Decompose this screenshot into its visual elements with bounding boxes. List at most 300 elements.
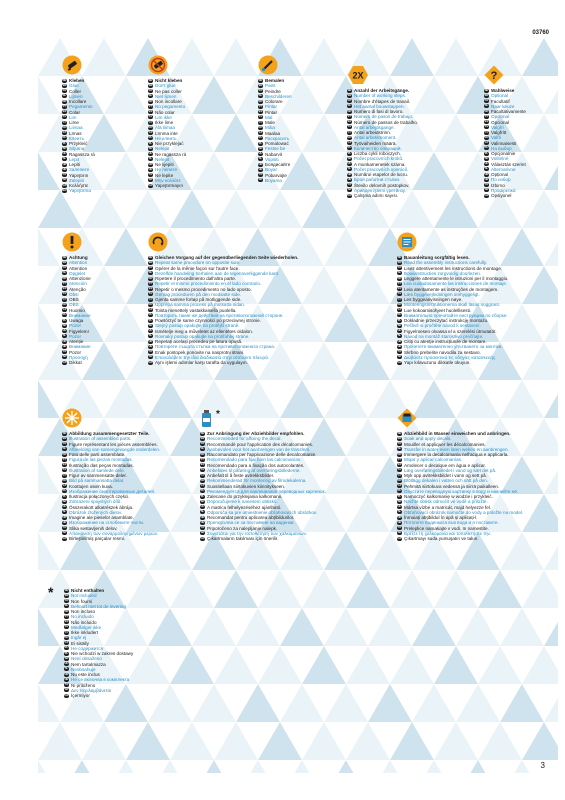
translation-text: Leggere attentamente le istruzioni per il montaggio. [404,276,509,281]
translation-text: Zobrazení spojených dílů. [69,499,122,505]
language-code-badge: SR [397,531,402,535]
language-code-badge: DK [347,109,352,113]
translation-text: Number of working steps. [354,93,407,99]
language-code-badge: SL [484,167,489,171]
language-code-badge: SV [347,125,352,129]
translation-text: Není obsaženo [71,656,102,662]
language-code-badge: ES [258,110,263,114]
language-code-badge: CZ [62,131,67,135]
language-code-badge: NO [148,125,153,129]
language-code-badge: FI [398,473,401,477]
language-code-badge: GR [62,536,67,540]
translation-text: Mártsa vízbe a matricát, majd helyezze fel. [404,504,492,510]
language-code-badge: TR [347,183,352,187]
translation-line [484,193,526,198]
translation-text: Повторете същата стъпка на противоположната страна. [155,344,276,350]
translation-text: Figura de las piezas montadas. [69,457,133,463]
translation-text: Foto delle parti assemblate. [69,452,126,457]
language-code-badge: EN [64,593,69,597]
language-code-badge: EN [148,260,153,264]
translation-text: Koottujen osien kuva. [69,483,113,489]
translation-text: Monteringsinstruktionerna skall läsas noggrant. [404,302,501,308]
section-glue [62,55,95,194]
language-code-badge: FR [200,442,205,446]
language-code-badge: SL [62,157,67,161]
translation-text: Anbefalt til å feste avtrekksbilder. [207,473,275,478]
translation-line [397,360,508,365]
language-code-badge: HU [484,162,489,166]
translation-text: Behoort niet tot de levering [71,603,126,609]
translation-text: Leia atentamente as instruções de montagem. [404,286,499,292]
language-code-badge: PT [397,281,402,285]
language-code-badge: SR [62,178,67,182]
language-code-badge: PT [347,114,352,118]
language-code-badge: DE [62,431,67,435]
language-code-badge: EN [258,83,263,87]
translation-text: A munkamenetek száma. [354,161,406,167]
translation-text: Anbefales til påføring af overføringsbillederne. [207,467,301,473]
translation-text: Pegamento [69,104,93,110]
section-no-glue [148,55,186,188]
translation-text: Не се включва в комплекта [71,677,130,683]
translation-line [347,193,418,198]
no-glue-icon [148,55,186,75]
translation-text: Δεν περιλαμβάνεται [71,687,112,693]
translation-text: Número de pasos de trabajo. [354,114,414,120]
translation-text: Naar keuze [491,103,515,109]
triangle-tile [170,760,214,773]
language-code-badge: PT [62,457,67,461]
translation-text: Izbirno [491,182,505,188]
translation-text: Lisez attentivement les instructions de montage. [404,265,503,271]
translation-text: Gleichen Vorgang auf der gegenüberliegenden Seite wiederholen. [155,255,299,260]
language-code-badge: RU [397,313,402,317]
language-code-badge: HR [62,339,67,343]
translation-text: Boyar [265,167,278,173]
language-code-badge: SV [484,125,489,129]
translation-text: Število delovnih postopkov. [354,182,410,188]
translation-text: Liimaa [69,125,83,131]
translation-text: Figyelem! [69,328,89,334]
language-code-badge: SK [148,323,153,327]
translation-text: Ni priloženo [71,682,96,688]
translation-text: Návod na montáž starostlivo prečítajte. [404,333,484,339]
translation-text: Figyelmesen olvassa el a szerelési útmutatót. [404,328,497,334]
language-code-badge: HR [397,339,402,343]
triangle-tile [346,760,390,773]
language-code-badge: DE [200,431,205,435]
language-code-badge: HU [62,152,67,156]
language-code-badge: FI [65,630,68,634]
translation-text: Lue kokoamisohjeet huolellisesti. [404,307,472,313]
language-code-badge: SL [258,157,263,161]
translation-text: Прочетете внимателно упътването за монтаж. [404,344,503,350]
translation-text: Pintar [265,109,278,115]
translation-text: Skrbno preberite navodila za sestavo. [404,349,481,355]
translation-text: Nombre d'étapes de travail. [354,98,411,104]
language-code-badge: TR [148,350,153,354]
page-code: 03760 [532,30,549,36]
triangle-tile [390,760,434,773]
language-code-badge: CZ [200,484,205,488]
language-code-badge: FR [62,442,67,446]
language-code-badge: PL [62,494,67,498]
language-code-badge: CZ [397,308,402,312]
language-code-badge: DK [484,109,489,113]
language-code-badge: SK [484,156,489,160]
section-optional [484,65,526,198]
language-code-badge: NL [397,447,402,451]
language-code-badge: CZ [258,131,263,135]
water-decal-icon [397,408,523,428]
language-code-badge: ES [64,620,69,624]
language-code-badge: NO [62,302,67,306]
language-code-badge: NL [347,104,352,108]
translation-text: Soak and apply decals. [404,436,452,442]
language-code-badge: HR [397,515,402,519]
instruction-book-icon [397,232,508,252]
language-code-badge: TR [148,173,153,177]
translation-line [148,360,298,365]
language-code-badge: DE [484,88,489,92]
translation-text: Recommended for affixing the decal. [207,436,282,442]
language-code-badge: GR [484,193,489,197]
translation-text: Ikke lime [155,120,174,125]
subassembly-icon [62,408,160,428]
translation-text: Потопете ваденката във вода и я поставете. [404,520,499,526]
language-code-badge: SR [148,355,153,359]
language-code-badge: CZ [64,641,69,645]
translation-text: Slika sestavljenih delov. [69,525,118,531]
language-code-badge: FR [148,89,153,93]
language-code-badge: HE [347,177,352,181]
translation-text: Ne lepite [155,172,174,178]
translation-text: На выбор [491,145,512,151]
language-code-badge: HU [397,329,402,333]
language-code-badge: NO [484,135,489,139]
language-code-badge: SL [64,667,69,671]
translation-text: Ne lijepiti [155,162,174,167]
translation-text: Antal arbeidstrinn. [354,130,392,135]
translation-text: Nechte obtisk odmočit ve vodě a přiložte. [404,499,488,505]
language-code-badge: FI [63,473,66,477]
language-code-badge: DK [397,452,402,456]
language-code-badge: DE [148,255,153,259]
language-code-badge: GR [148,360,153,364]
translation-text: Pozor [69,349,82,355]
language-code-badge: PL [62,318,67,322]
translation-text: Enak postopek ponovite na nasprotni strani. [155,349,245,355]
language-code-badge: HE [200,520,205,524]
translation-text: Rovnaký postup opakujte na protiľahlej strane. [155,333,250,339]
language-code-badge: NL [258,94,263,98]
translation-text: A matrica felhelyezéséhez ajánlható. [207,504,282,510]
translation-line [62,360,91,365]
translation-text: Opcjonalnie [491,151,516,156]
translation-text: Atención [69,281,87,287]
translation-text: По избор [491,177,511,183]
translation-text: Opérer de la même façon sur l'autre face. [155,265,240,271]
translation-text: Numărul etapelor de lucru. [354,172,409,177]
translation-text: Pobarvajte [265,172,287,178]
translation-text: Læs byggevejledningen omhyggeligt. [404,291,480,297]
translation-text: Рекомендуется для наклеивания переводных картинок. [207,488,326,494]
translation-text: Повторить такие же действия на противоположной стороне. [155,312,284,318]
translation-text: Valgfri [491,124,504,130]
language-code-badge: EN [148,83,153,87]
translation-text: Nu este inclus [71,672,100,677]
section-decal-recommended [200,408,326,541]
language-code-badge: FR [62,266,67,270]
language-code-badge: SK [64,656,69,660]
language-code-badge: PL [148,141,153,145]
language-code-badge: CZ [62,308,67,312]
language-code-badge: FI [149,120,152,124]
translation-text: Dezelfde handeling herhalen aan de tegenoverliggende kant. [155,270,280,276]
language-code-badge: NL [62,447,67,451]
language-code-badge: RU [258,136,263,140]
translation-text: Optional [491,93,509,99]
language-code-badge: DK [148,99,153,103]
translation-text: Valgfritt [491,130,507,135]
language-code-badge: ES [484,120,489,124]
translation-text: Liczba cykli roboczych. [354,151,401,156]
language-code-badge: DE [397,255,402,259]
language-code-badge: DK [200,452,205,456]
translation-text: Glue [69,83,79,89]
language-code-badge: SV [64,625,69,629]
language-code-badge: TR [397,350,402,354]
language-code-badge: HU [258,152,263,156]
translation-text: Внимательно прочитайте инструкцию по сборке. [404,312,508,318]
language-code-badge: GR [64,693,69,697]
translation-text: Nicht enthalten [71,588,105,593]
translation-text: Не клеить [155,135,177,141]
language-code-badge: SR [148,178,153,182]
question-icon [484,65,526,85]
decal-bottle-icon [200,408,326,428]
language-code-badge: PL [62,141,67,145]
language-code-badge: HE [484,177,489,181]
translation-text: Pečlivě si pročtěte návod k sestavení. [404,323,481,329]
language-code-badge: PL [258,141,263,145]
language-code-badge: HE [397,344,402,348]
repeat-arrow-icon [148,232,298,252]
triangle-tile [258,760,302,773]
translation-text: Recommandé pour l'application des décalcomanies. [207,441,314,447]
translation-text: Ragassza rá [69,151,95,157]
translation-text: Paint [265,83,276,89]
translation-text: Ne pas coller [155,88,182,94]
triangle-tile [38,760,82,773]
language-code-badge: PT [148,281,153,285]
translation-text: Huomio [69,307,85,313]
translation-text: Lepiti [69,162,80,167]
translation-text: OBS [69,297,79,302]
language-code-badge: DE [62,78,67,82]
language-code-badge: SL [148,157,153,161]
translation-text: Lepit [69,156,79,162]
translation-text: Pozor [69,323,82,329]
language-code-badge: PL [200,494,205,498]
translation-text: Repetați același procedeu pe latura opusă. [155,339,243,344]
language-code-badge: DK [62,99,67,103]
language-code-badge: NL [148,94,153,98]
translation-text: Mην κολλάτε [155,177,181,183]
language-code-badge: RU [148,313,153,317]
translation-text: Pintar [265,104,278,110]
section-read-instructions [397,232,508,365]
translation-text: Obs! [69,291,79,297]
translation-text: Transfer in water even laten weken en aanbrengen. [404,446,509,452]
translation-text: Uwaga [69,318,84,323]
language-code-badge: PT [62,281,67,285]
language-code-badge: NL [484,104,489,108]
svg-text:*: * [216,409,220,420]
section-paint [258,55,292,183]
translation-text: Atenție [69,339,84,344]
translation-text: Abbildung zusammengesetzter Teile. [69,431,150,436]
translation-text: Imagine ale pieselor asamblate. [69,515,134,520]
language-code-badge: PT [397,457,402,461]
language-code-badge: HE [258,167,263,171]
language-code-badge: SL [397,334,402,338]
translation-text: Počet pracovních operácií. [354,166,409,172]
language-code-badge: FR [64,599,69,603]
language-code-badge: NO [347,135,352,139]
translation-text: Počet pracovních kroků. [354,156,404,162]
language-code-badge: SR [484,188,489,192]
repeat-2x-icon [347,65,418,85]
translation-text: Read the assembly instructions carefully. [404,260,488,266]
language-code-badge: DE [397,431,402,435]
language-code-badge: HE [62,167,67,171]
translation-text: Gjenta samme forløp på motliggende side. [155,297,242,302]
translation-text: Ilustracja połączonych części. [69,494,130,499]
language-code-badge: DE [347,88,352,92]
translation-text: Nem tartalmazza [71,661,106,667]
translation-text: Bild på sammansatta delar. [69,478,125,484]
language-code-badge: TR [62,350,67,354]
translation-text: Βρέξτε τη χαλκομανία και τοποθετήστε την. [404,530,492,536]
translation-text: Изображение смонтированных деталей. [69,488,156,494]
translation-text: Опустите переводную картинку в воду и наклейте её. [404,488,519,494]
translation-text: Illustration af samlede dele. [69,467,125,473]
translation-line [397,536,523,541]
language-code-badge: PL [64,651,69,655]
language-code-badge: HE [148,167,153,171]
translation-text: Zalepiti [69,177,84,183]
language-code-badge: HR [347,172,352,176]
language-code-badge: DK [148,276,153,280]
language-code-badge: ES [200,463,205,467]
language-code-badge: SV [397,468,402,472]
translation-text: Älä liimaa [155,125,175,131]
section-assembled-parts [62,408,160,541]
language-code-badge: PL [484,151,489,155]
language-code-badge: GR [397,536,402,540]
translation-text: Powtórzyć te same czynności po przeciwnej stronie. [155,318,261,323]
translation-text: Gentag proceduren på den modsatte side. [155,291,242,297]
language-code-badge: EN [62,83,67,87]
language-code-badge: SR [62,355,67,359]
language-code-badge: FI [398,297,401,301]
language-code-badge: RU [62,313,67,317]
section-soak-decals [397,408,523,541]
exclamation-icon [62,232,91,252]
translation-text: Valfri [491,135,502,141]
translation-text: Bouwinstructies zorgvuldig doorlezen. [404,270,482,276]
translation-text: Vopsiti [265,156,279,162]
translation-text: Aynı işlemi adımlar karşı tarafta da uygulayın. [155,360,248,365]
translation-text: Obrázok zložených dielov. [69,509,123,515]
translation-text: Не содержится [71,645,104,651]
translation-text: Брой работни стъпки. [354,177,401,183]
translation-text: Līmas [69,130,82,136]
translation-text: Achtung [69,255,88,260]
language-code-badge: TR [258,173,263,177]
language-code-badge: DK [397,276,402,280]
translation-text: Zur Anbringung der Abziehbilder empfohlen. [207,431,305,436]
translation-text: Dikkat [69,360,82,365]
translation-text: Antal arbejdsgange. [354,124,395,130]
language-code-badge: FR [62,89,67,93]
translation-text: Priporočeno za nalepljanje nalepk. [207,525,278,531]
translation-line [62,188,95,193]
language-code-badge: ES [397,463,402,467]
translation-text: Kleben [69,78,85,83]
translation-text: Preleplice namakajte v vodi. In namestite. [404,525,489,531]
language-code-badge: SK [62,323,67,327]
translation-text: Repetir o mesmo procedimento no lado oposto. [155,286,252,292]
language-code-badge: SK [62,146,67,150]
language-code-badge: HR [62,515,67,519]
language-code-badge: ES [347,120,352,124]
translation-text: Illustration of assembled parts. [69,436,132,442]
triangle-tile [126,760,170,773]
language-code-badge: SK [397,323,402,327]
translation-text: Medfølger ikke [71,624,102,630]
translation-text: Συνιστάται για την τοποθέτηση των χαλκομανιών. [207,530,308,536]
translation-text: Afbeelding van samengevoegde onderdelen. [69,446,161,452]
translation-text: Lijmen [69,93,83,99]
translation-text: Abziehbild in Wasser einweichen und anbringen. [404,431,511,436]
language-code-badge: SL [148,334,153,338]
language-code-badge: RU [62,136,67,140]
language-code-badge: SV [148,292,153,296]
language-code-badge: NL [200,447,205,451]
translation-text: Não incluído [71,619,97,625]
translation-text: Προσοχή [69,354,88,360]
language-code-badge: GR [200,536,205,540]
translation-text: Количество операций. [354,145,402,151]
translation-text: Opcional [491,119,510,125]
language-code-badge: SL [62,510,67,514]
translation-text: Nabarvit [265,151,283,157]
language-code-badge: FI [485,130,488,134]
language-code-badge: DK [62,452,67,456]
language-code-badge: EN [397,436,402,440]
language-code-badge: FI [348,130,351,134]
translation-text: Male [265,120,275,125]
translation-text: Ripetere il procedimento dall'altra parte. [155,276,237,281]
language-code-badge: NO [148,302,153,306]
translation-text: Figure représentant les pièces assemblées. [69,441,158,447]
language-code-badge: ES [62,287,67,291]
translation-text: Les byggeanvisningen nøye. [404,297,463,302]
translation-text: Attenzione [69,276,91,281]
triangle-tile [434,760,478,773]
